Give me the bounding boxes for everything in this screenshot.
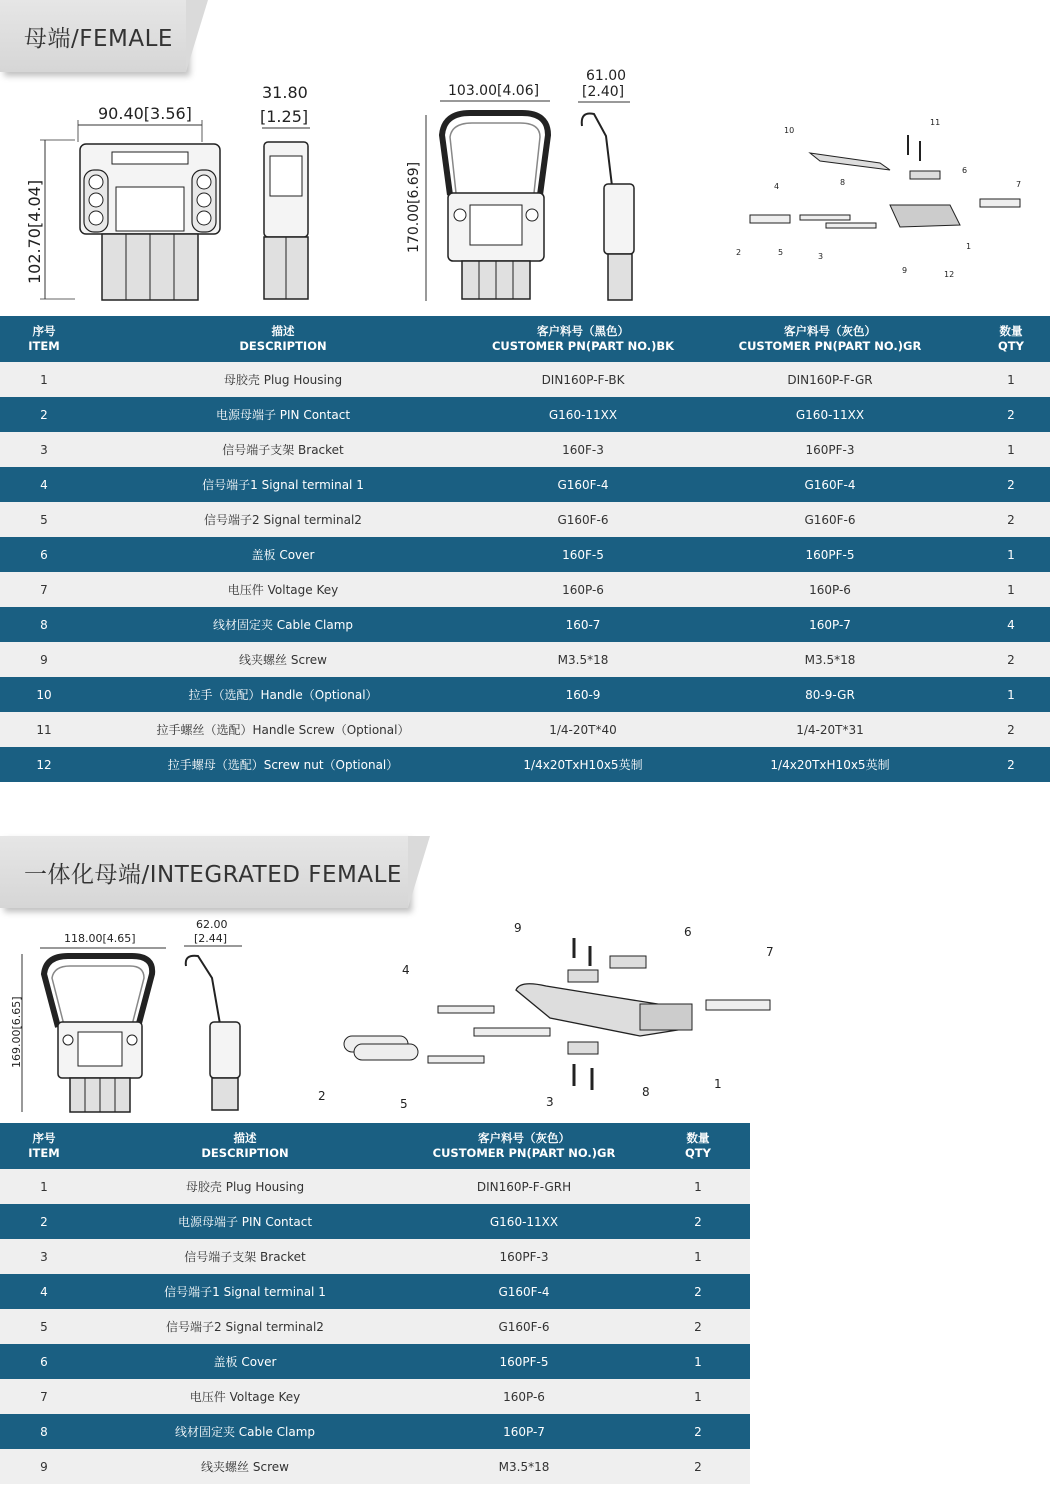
cell-pn-black: 160-9 [478, 677, 688, 712]
cell-qty: 2 [972, 502, 1050, 537]
header-qty: 数量 QTY [646, 1123, 750, 1169]
cell-pn-black: G160-11XX [478, 397, 688, 432]
cell-pn-black: DIN160P-F-BK [478, 362, 688, 397]
callout-1: 1 [966, 242, 972, 251]
header-pn-grey: 客户料号（灰色） CUSTOMER PN(PART NO.)GR [402, 1123, 646, 1169]
cell-pn-grey: 160P-7 [402, 1414, 646, 1449]
cell-qty: 1 [646, 1379, 750, 1414]
cell-pn-grey: 160PF-5 [688, 537, 972, 572]
cell-description: 拉手螺母（选配）Screw nut（Optional） [88, 747, 478, 782]
female-parts-table [0, 316, 1050, 782]
dim-front-width: 90.40[3.56] [98, 104, 192, 123]
table-row [0, 747, 1050, 782]
cell-description: 信号端子1 Signal terminal 1 [88, 1274, 402, 1309]
cell-qty: 1 [972, 572, 1050, 607]
section-title-text: 一体化母端/INTEGRATED FEMALE [24, 861, 402, 888]
table-row [0, 1344, 750, 1379]
cell-item: 5 [0, 502, 88, 537]
cell-description: 拉手（选配）Handle（Optional） [88, 677, 478, 712]
cell-qty: 2 [972, 397, 1050, 432]
callout-5: 5 [778, 248, 784, 257]
section-title-integrated-female [0, 836, 408, 908]
table-row [0, 572, 1050, 607]
dim-integrated-side-in: [2.44] [194, 932, 228, 945]
cell-pn-grey: 160PF-3 [688, 432, 972, 467]
cell-description: 母胶壳 Plug Housing [88, 362, 478, 397]
cell-item: 6 [0, 1344, 88, 1379]
cell-description: 电压件 Voltage Key [88, 572, 478, 607]
cell-description: 电源母端子 PIN Contact [88, 1204, 402, 1239]
cell-description: 信号端子1 Signal terminal 1 [88, 467, 478, 502]
section-title-female [0, 0, 186, 72]
cell-pn-grey: 80-9-GR [688, 677, 972, 712]
cell-pn-grey: M3.5*18 [688, 642, 972, 677]
cell-pn-grey: G160F-4 [402, 1274, 646, 1309]
table-row [0, 1239, 750, 1274]
callout-8: 8 [642, 1085, 650, 1099]
cell-pn-grey: DIN160P-F-GR [688, 362, 972, 397]
cell-pn-black: 1/4-20T*40 [478, 712, 688, 747]
cell-pn-grey: M3.5*18 [402, 1449, 646, 1484]
cell-item: 2 [0, 397, 88, 432]
cell-qty: 1 [972, 432, 1050, 467]
table-header-row [0, 1123, 750, 1169]
handle-front-drawing [400, 75, 570, 305]
cell-description: 信号端子支架 Bracket [88, 1239, 402, 1274]
header-item: 序号 ITEM [0, 316, 88, 362]
cell-item: 11 [0, 712, 88, 747]
cell-pn-black: 1/4x20TxH10x5英制 [478, 747, 688, 782]
cell-description: 电压件 Voltage Key [88, 1379, 402, 1414]
table-row [0, 1379, 750, 1414]
cell-description: 线夹螺丝 Screw [88, 642, 478, 677]
cell-item: 8 [0, 1414, 88, 1449]
cell-description: 盖板 Cover [88, 537, 478, 572]
callout-12: 12 [944, 270, 955, 279]
dim-integrated-side-mm: 62.00 [196, 918, 228, 931]
dim-integrated-width: 118.00[4.65] [64, 932, 136, 945]
cell-item: 10 [0, 677, 88, 712]
cell-qty: 2 [972, 712, 1050, 747]
table-row [0, 677, 1050, 712]
cell-description: 信号端子支架 Bracket [88, 432, 478, 467]
table-row [0, 1414, 750, 1449]
cell-pn-grey: G160-11XX [688, 397, 972, 432]
table-header-row [0, 316, 1050, 362]
dim-side-depth-in: [1.25] [260, 107, 309, 126]
callout-7: 7 [766, 945, 774, 959]
cell-pn-grey: G160F-6 [402, 1309, 646, 1344]
cell-item: 9 [0, 642, 88, 677]
cell-qty: 1 [646, 1169, 750, 1204]
table-row [0, 397, 1050, 432]
table-row [0, 1169, 750, 1204]
table-row [0, 607, 1050, 642]
callout-3: 3 [818, 252, 824, 261]
side-view-drawing [252, 80, 322, 305]
cell-description: 电源母端子 PIN Contact [88, 397, 478, 432]
cell-qty: 1 [972, 537, 1050, 572]
cell-item: 12 [0, 747, 88, 782]
cell-pn-grey: G160-11XX [402, 1204, 646, 1239]
cell-item: 5 [0, 1309, 88, 1344]
integrated-side-drawing [176, 914, 250, 1114]
table-row [0, 432, 1050, 467]
table-row [0, 712, 1050, 747]
cell-item: 6 [0, 537, 88, 572]
callout-6: 6 [684, 925, 692, 939]
header-qty: 数量 QTY [972, 316, 1050, 362]
cell-item: 1 [0, 362, 88, 397]
dim-handle-height: 170.00[6.69] [406, 161, 422, 253]
integrated-exploded-drawing [310, 918, 780, 1113]
cell-item: 3 [0, 1239, 88, 1274]
cell-item: 1 [0, 1169, 88, 1204]
header-item: 序号 ITEM [0, 1123, 88, 1169]
cell-pn-black: 160F-5 [478, 537, 688, 572]
integrated-parts-table [0, 1123, 750, 1484]
section-title-text: 母端/FEMALE [24, 25, 173, 52]
cell-description: 信号端子2 Signal terminal2 [88, 1309, 402, 1344]
cell-pn-grey: 160PF-3 [402, 1239, 646, 1274]
cell-pn-black: 160-7 [478, 607, 688, 642]
cell-qty: 2 [646, 1414, 750, 1449]
dim-handle-side-in: [2.40] [582, 84, 625, 100]
callout-4: 4 [402, 963, 410, 977]
cell-pn-grey: DIN160P-F-GRH [402, 1169, 646, 1204]
cell-pn-black: 160F-3 [478, 432, 688, 467]
callout-6: 6 [962, 166, 968, 175]
callout-2: 2 [318, 1089, 326, 1103]
cell-item: 7 [0, 572, 88, 607]
cell-pn-grey: 160PF-5 [402, 1344, 646, 1379]
front-view-drawing [20, 92, 240, 307]
cell-item: 3 [0, 432, 88, 467]
cell-pn-black: 160P-6 [478, 572, 688, 607]
cell-qty: 2 [646, 1449, 750, 1484]
cell-qty: 2 [972, 747, 1050, 782]
cell-qty: 1 [972, 677, 1050, 712]
header-pn-grey: 客户料号（灰色） CUSTOMER PN(PART NO.)GR [688, 316, 972, 362]
table-row [0, 1449, 750, 1484]
cell-description: 母胶壳 Plug Housing [88, 1169, 402, 1204]
callout-1: 1 [714, 1077, 722, 1091]
callout-9: 9 [902, 266, 908, 275]
integrated-front-drawing [6, 922, 176, 1117]
cell-pn-grey: 160P-7 [688, 607, 972, 642]
header-pn-black: 客户料号（黑色） CUSTOMER PN(PART NO.)BK [478, 316, 688, 362]
dim-handle-width: 103.00[4.06] [448, 83, 540, 99]
cell-pn-grey: 160P-6 [688, 572, 972, 607]
header-description: 描述 DESCRIPTION [88, 316, 478, 362]
cell-pn-grey: 160P-6 [402, 1379, 646, 1414]
callout-2: 2 [736, 248, 742, 257]
exploded-view-drawing [730, 115, 1030, 285]
cell-pn-grey: 1/4-20T*31 [688, 712, 972, 747]
cell-qty: 2 [646, 1204, 750, 1239]
cell-item: 4 [0, 1274, 88, 1309]
table-row [0, 467, 1050, 502]
cell-qty: 4 [972, 607, 1050, 642]
cell-description: 线材固定夹 Cable Clamp [88, 1414, 402, 1449]
cell-description: 盖板 Cover [88, 1344, 402, 1379]
cell-qty: 1 [972, 362, 1050, 397]
cell-qty: 1 [646, 1344, 750, 1379]
callout-4: 4 [774, 182, 780, 191]
header-description: 描述 DESCRIPTION [88, 1123, 402, 1169]
table-row [0, 1309, 750, 1344]
callout-5: 5 [400, 1097, 408, 1111]
cell-item: 8 [0, 607, 88, 642]
dim-handle-side-mm: 61.00 [586, 68, 627, 84]
cell-pn-grey: G160F-6 [688, 502, 972, 537]
cell-description: 线材固定夹 Cable Clamp [88, 607, 478, 642]
cell-item: 2 [0, 1204, 88, 1239]
cell-description: 线夹螺丝 Screw [88, 1449, 402, 1484]
cell-pn-black: G160F-4 [478, 467, 688, 502]
cell-qty: 1 [646, 1239, 750, 1274]
callout-9: 9 [514, 921, 522, 935]
cell-qty: 2 [972, 467, 1050, 502]
cell-qty: 2 [646, 1274, 750, 1309]
callout-10: 10 [784, 126, 795, 135]
cell-description: 信号端子2 Signal terminal2 [88, 502, 478, 537]
cell-pn-black: G160F-6 [478, 502, 688, 537]
cell-qty: 2 [972, 642, 1050, 677]
cell-pn-grey: 1/4x20TxH10x5英制 [688, 747, 972, 782]
table-row [0, 642, 1050, 677]
callout-8: 8 [840, 178, 846, 187]
table-row [0, 1274, 750, 1309]
table-row [0, 502, 1050, 537]
cell-item: 4 [0, 467, 88, 502]
callout-3: 3 [546, 1095, 554, 1109]
table-row [0, 1204, 750, 1239]
cell-item: 9 [0, 1449, 88, 1484]
cell-qty: 2 [646, 1309, 750, 1344]
callout-7: 7 [1016, 180, 1022, 189]
table-row [0, 362, 1050, 397]
handle-side-drawing [572, 66, 642, 306]
dim-side-depth-mm: 31.80 [262, 83, 308, 102]
cell-pn-black: M3.5*18 [478, 642, 688, 677]
cell-pn-grey: G160F-4 [688, 467, 972, 502]
table-row [0, 537, 1050, 572]
dim-integrated-height: 169.00[6.65] [10, 996, 23, 1068]
callout-11: 11 [930, 118, 941, 127]
cell-item: 7 [0, 1379, 88, 1414]
cell-description: 拉手螺丝（选配）Handle Screw（Optional） [88, 712, 478, 747]
dim-front-height: 102.70[4.04] [25, 179, 44, 284]
